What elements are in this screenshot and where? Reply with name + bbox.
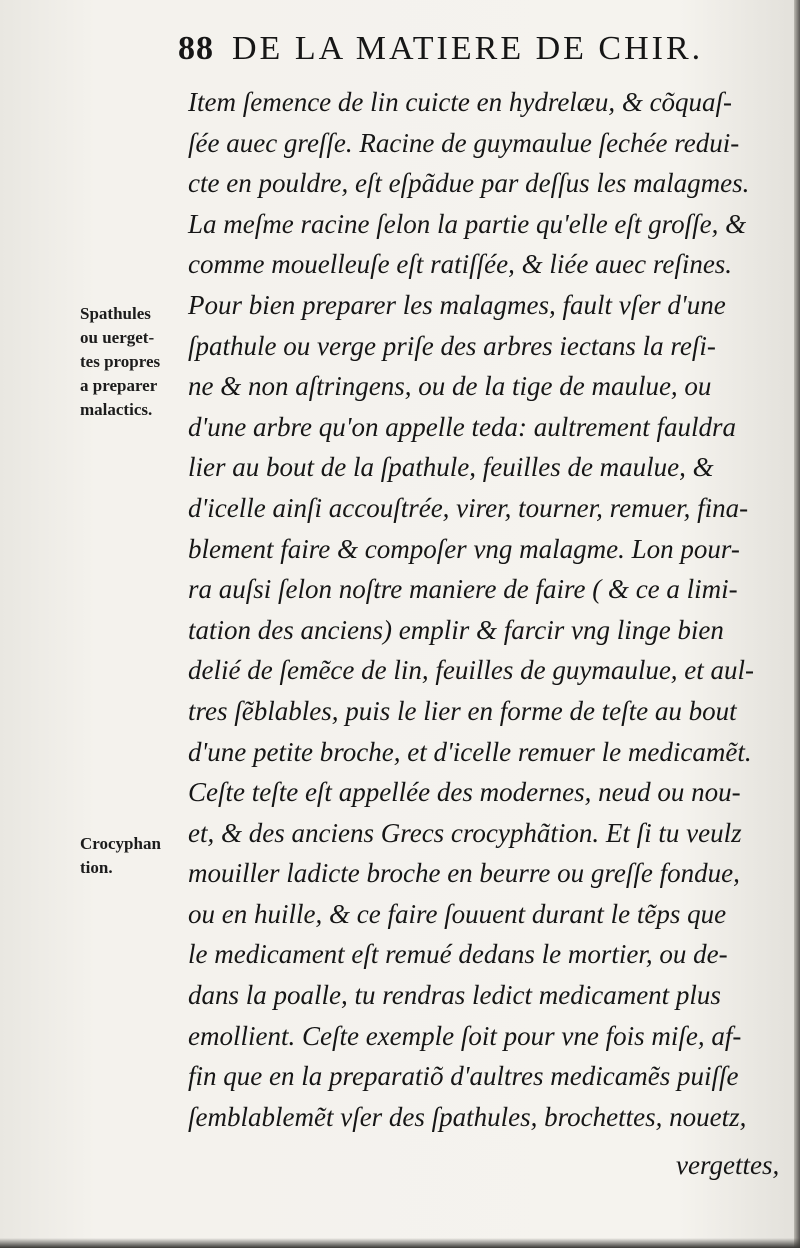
- text-line: ſpathule ou verge priſe des arbres iectans la reſi-: [188, 330, 716, 361]
- text-line: Item ſemence de lin cuicte en hydrelæu, & cõquaſ-: [188, 87, 733, 117]
- text-line: ne & non aſtringens, ou de la tige de maulue, ou: [188, 371, 712, 402]
- page-edge-shadow: [794, 0, 800, 1248]
- margin-note-crocyphantion: [80, 832, 161, 880]
- text-line: le medicament eſt remué dedans le mortier, ou de-: [188, 939, 728, 970]
- text-line: d'icelle ainſi accouſtrée, virer, tourner, remuer, fina-: [188, 492, 749, 523]
- text-line: dans la poalle, tu rendras ledict medicament plus: [188, 980, 721, 1011]
- text-line: La meſme racine ſelon la partie qu'elle eſt groſſe, &: [188, 208, 747, 239]
- body-text: [188, 82, 793, 1137]
- text-line: comme mouelleuſe eſt ratiſſée, & liée auec reſines.: [188, 249, 733, 280]
- margin-note-line: ou uerget-: [80, 328, 155, 347]
- text-line: Pour bien preparer les malagmes, fault vſer d'une: [188, 289, 726, 320]
- catchword: vergettes,: [676, 1150, 780, 1180]
- margin-note-line: malactics.: [80, 400, 153, 419]
- text-line: ou en huille, & ce faire ſouuent durant le tẽps que: [188, 898, 727, 929]
- page-number: 88: [178, 30, 214, 67]
- text-line: Ceſte teſte eſt appellée des modernes, neud ou nou-: [188, 777, 741, 808]
- text-line: ra auſsi ſelon noſtre maniere de faire ( & ce a limi-: [188, 574, 738, 605]
- margin-note-line: a preparer: [80, 376, 158, 395]
- text-line: cte en pouldre, eſt eſpãdue par deſſus les malagmes.: [188, 168, 750, 199]
- margin-note-spathules: [80, 302, 160, 422]
- text-line: et, & des anciens Grecs crocyphãtion. Et ſi tu veulz: [188, 817, 742, 848]
- page-header: [178, 30, 788, 80]
- margin-note-line: Crocyphan: [80, 834, 161, 853]
- text-line: fin que en la preparatiõ d'aultres medicamẽs puiſſe: [188, 1061, 739, 1092]
- text-line: mouiller ladicte broche en beurre ou greſſe fondue,: [188, 858, 740, 889]
- running-head: DE LA MATIERE DE CHIR.: [232, 30, 704, 67]
- text-line: tres ſẽblables, puis le lier en forme de teſte au bout: [188, 695, 737, 726]
- margin-note-line: Spathules: [80, 304, 151, 323]
- margin-note-line: tes propres: [80, 352, 161, 371]
- text-line: d'une petite broche, et d'icelle remuer le medicamẽt.: [188, 736, 752, 767]
- text-line: lier au bout de la ſpathule, feuilles de maulue, &: [188, 452, 714, 483]
- text-line: delié de ſemẽce de lin, feuilles de guymaulue, et aul-: [188, 655, 755, 686]
- margin-note-line: tion.: [80, 858, 113, 877]
- text-line: tation des anciens) emplir & farcir vng linge bien: [188, 614, 724, 645]
- text-line: d'une arbre qu'on appelle teda: aultrement fauldra: [188, 411, 736, 442]
- page-bottom-shadow: [0, 1238, 800, 1248]
- text-line: emollient. Ceſte exemple ſoit pour vne fois miſe, af-: [188, 1020, 742, 1051]
- text-line: ſemblablemẽt vſer des ſpathules, brochettes, nouetz,: [188, 1101, 747, 1132]
- bleed-through-text: [96, 680, 186, 1110]
- text-line: blement faire & compoſer vng malagme. Lon pour-: [188, 533, 740, 564]
- text-line: ſée auec greſſe. Racine de guymaulue ſechée redui-: [188, 127, 740, 158]
